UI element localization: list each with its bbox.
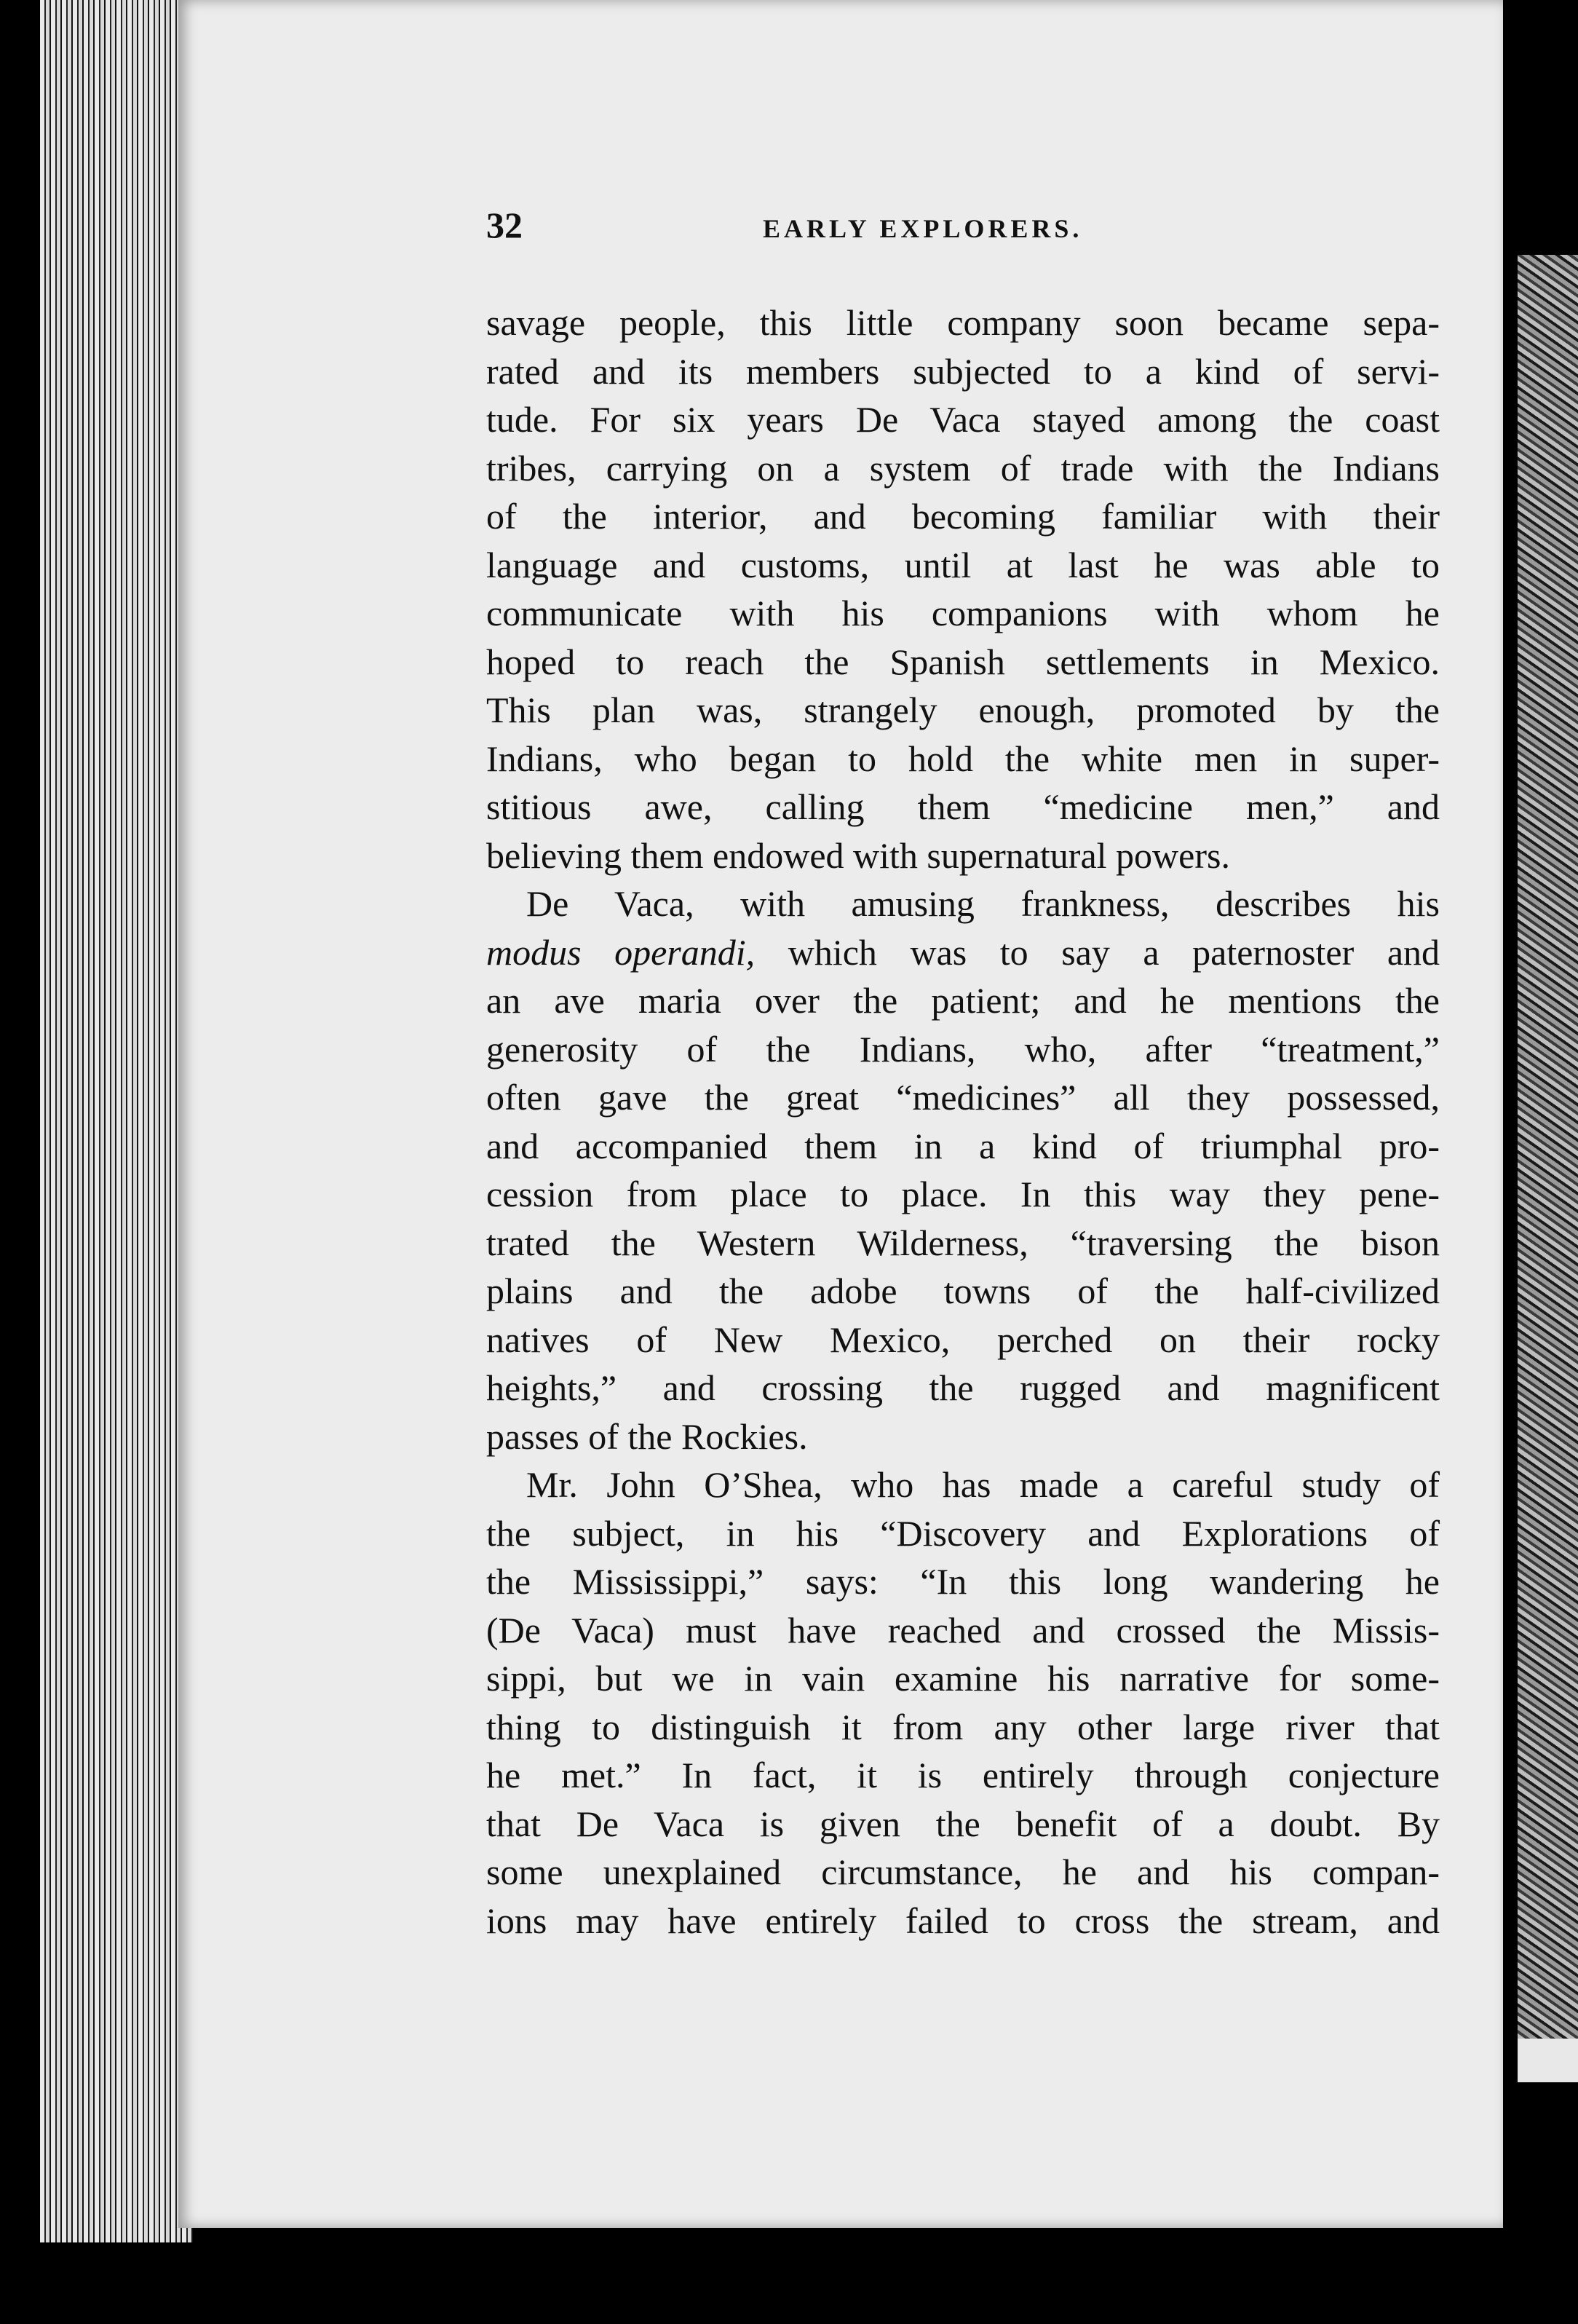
paragraph-1 [486, 299, 1440, 880]
text-line: the subject, in his “Discovery and Explorations of [486, 1512, 1440, 1554]
running-head [486, 204, 1440, 255]
text-line: ions may have entirely failed to cross the stream, and [486, 1900, 1440, 1941]
text-fragment: which was to say a paternoster and [755, 931, 1440, 973]
text-line: an ave maria over the patient; and he mentions the [486, 980, 1440, 1021]
text-line: communicate with his companions with whom he [486, 593, 1440, 633]
text-line: cession from place to place. In this way they pene- [486, 1174, 1440, 1214]
text-line: generosity of the Indians, who, after “treatment,” [486, 1028, 1440, 1070]
running-head-title: EARLY EXPLORERS. [763, 214, 1083, 243]
text-line: he met.” In fact, it is entirely through conjecture [486, 1755, 1440, 1795]
text-line: often gave the great “medicines” all they possessed, [486, 1077, 1440, 1118]
text-line: heights,” and crossing the rugged and magnificent [486, 1367, 1440, 1408]
facing-page-illustration [1518, 255, 1578, 2039]
text-line: the Mississippi,” says: “In this long wandering he [486, 1561, 1440, 1602]
text-line: Mr. John O’Shea, who has made a careful study of [526, 1464, 1440, 1505]
text-line: sippi, but we in vain examine his narrative for some- [486, 1658, 1440, 1699]
text-line: that De Vaca is given the benefit of a doubt. By [486, 1803, 1440, 1844]
text-line: hoped to reach the Spanish settlements in Mexico. [486, 641, 1440, 682]
text-line: believing them endowed with supernatural powers. [486, 834, 1230, 876]
paragraph-3 [486, 1461, 1440, 1945]
text-line: tude. For six years De Vaca stayed among the coast [486, 399, 1440, 440]
text-line: of the interior, and becoming familiar with their [486, 496, 1440, 537]
text-line: passes of the Rockies. [486, 1415, 808, 1457]
text-line: some unexplained circumstance, he and his compan- [486, 1851, 1440, 1892]
text-line: tribes, carrying on a system of trade with the Indians [486, 447, 1440, 489]
page-number: 32 [486, 205, 523, 245]
facing-page-margin [1518, 2039, 1578, 2082]
page-text [486, 204, 1440, 1945]
text-line: Indians, who began to hold the white men in super- [486, 738, 1440, 779]
paragraph-2 [486, 880, 1440, 1461]
text-line: stitious awe, calling them “medicine men,” and [486, 786, 1440, 827]
page-edges [40, 0, 193, 2242]
text-line: trated the Western Wilderness, “traversing the bison [486, 1222, 1440, 1263]
text-line: natives of New Mexico, perched on their rocky [486, 1319, 1440, 1360]
text-line: savage people, this little company soon became sepa- [486, 302, 1440, 343]
text-line: thing to distinguish it from any other large river that [486, 1706, 1440, 1747]
text-line: This plan was, strangely enough, promoted by the [486, 689, 1440, 730]
text-line: (De Vaca) must have reached and crossed the Missis- [486, 1609, 1440, 1651]
text-line: language and customs, until at last he was able to [486, 544, 1440, 585]
italic-phrase: modus operandi, [486, 931, 756, 973]
text-line: De Vaca, with amusing frankness, describes his [526, 883, 1440, 924]
text-line: rated and its members subjected to a kind of servi- [486, 350, 1440, 392]
text-line [486, 928, 1440, 977]
text-line: plains and the adobe towns of the half-civilized [486, 1270, 1440, 1311]
text-line: and accompanied them in a kind of triumphal pro- [486, 1125, 1440, 1166]
